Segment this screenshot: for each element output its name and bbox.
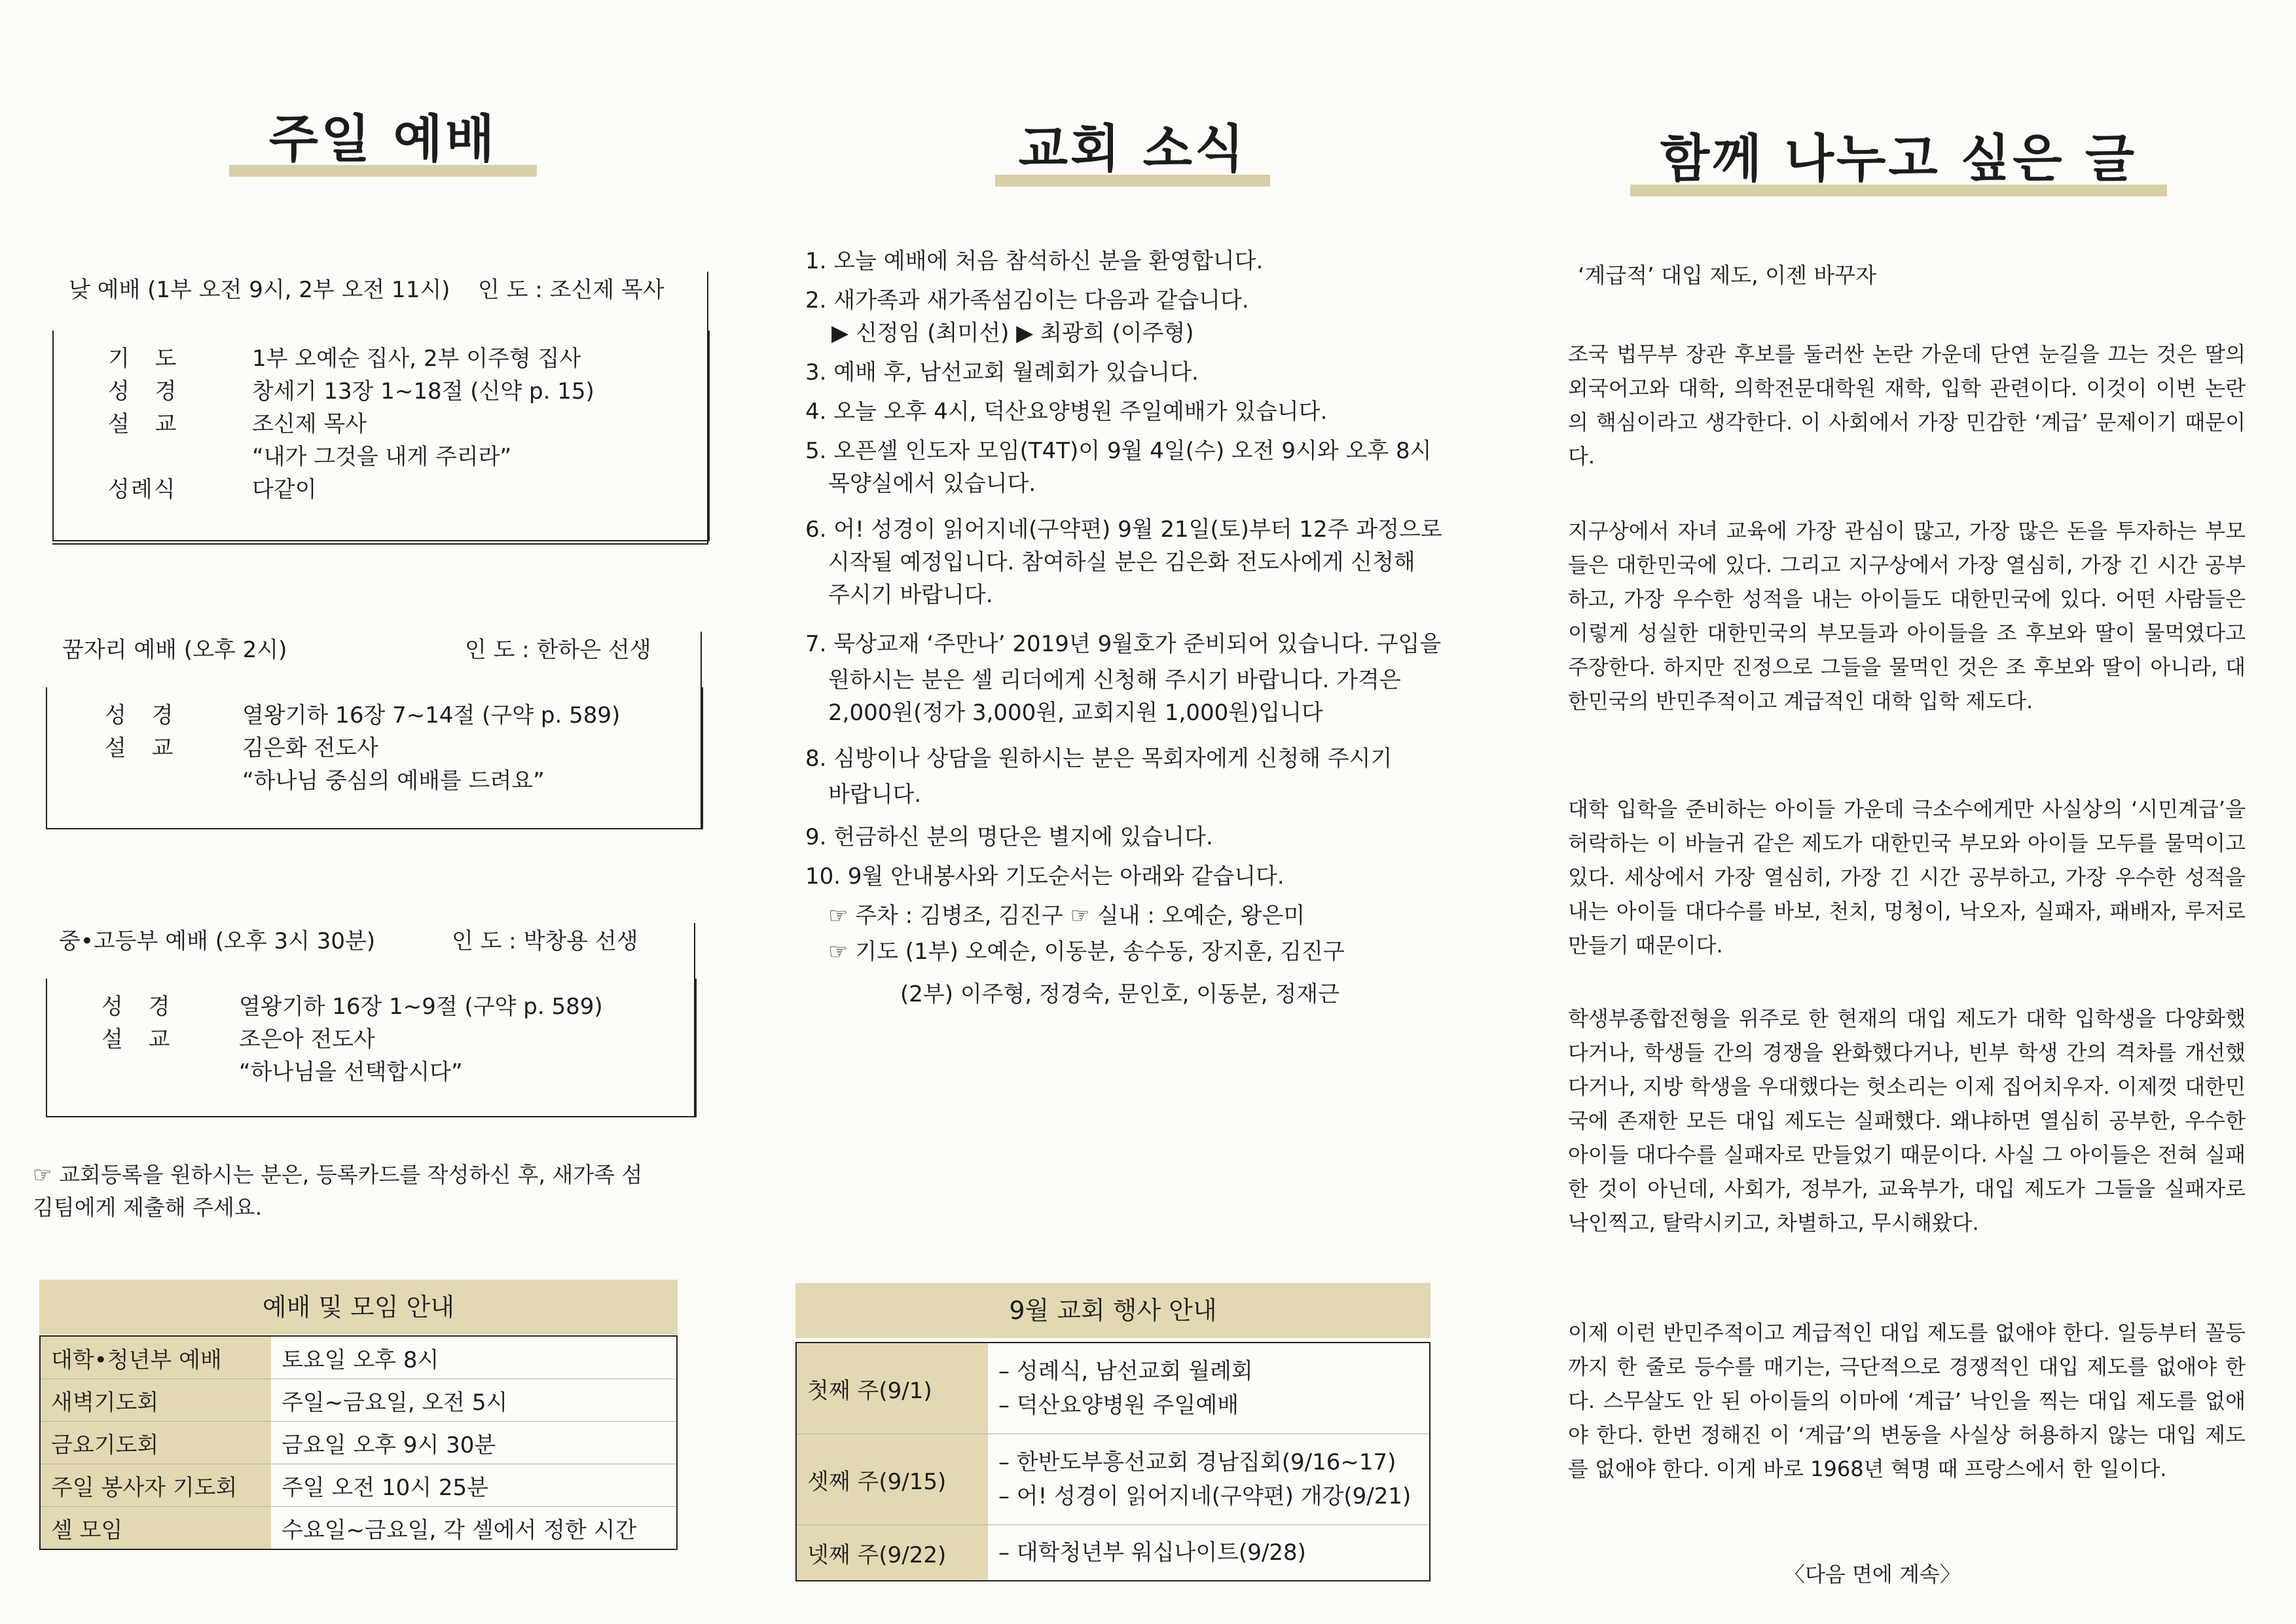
row-key: 설 교: [105, 735, 183, 761]
guide-label: 금요기도회: [40, 1422, 271, 1464]
event-week: 첫째 주(9/1): [796, 1343, 988, 1434]
guide-label: 새벽기도회: [40, 1379, 271, 1422]
service-name: 꿈자리 예배 (오후 2시): [62, 637, 287, 663]
news-item: ☞ 주차 : 김병조, 김진구 ☞ 실내 : 오예순, 왕은미: [828, 903, 1305, 929]
guide-row: [40, 1507, 677, 1550]
title-text: 교회 소식: [1018, 120, 1247, 179]
news-item: 바랍니다.: [828, 782, 922, 808]
article-paragraph: 조국 법무부 장관 후보를 둘러싼 논란 가운데 단연 눈길을 끄는 것은 딸의 외국어고와 대학, 의학전문대학원 재학, 입학 관련이다. 이것이 이번 논란의 핵심이라고 생각한다. 이 사회에서 가장 민감한 ‘계급’ 문제이기 때문이다.: [1568, 342, 2246, 469]
row-key: 성 경: [105, 702, 183, 729]
article-paragraph: 이제 이런 반민주적이고 계급적인 대입 제도를 없애야 한다. 일등부터 꼴등까지 한 줄로 등수를 매기는, 극단적으로 경쟁적인 대입 제도를 없애야 한다. 스무살도 안 된 아이들의 이마에 ‘계급’ 낙인을 찍는 대입 제도를 없애야 한다. 한번 정해진 이 ‘계급’의 변동을 사실상 허용하지 않는 대입 제도를 없애야 한다. 이게 바로 1968년 혁명 때 프랑스에서 한 일이다.: [1568, 1320, 2246, 1481]
row-key: 성 경: [101, 994, 179, 1020]
guide-row: [40, 1379, 677, 1422]
news-item: 4. 오늘 오후 4시, 덕산요양병원 주일예배가 있습니다.: [805, 399, 1328, 425]
row-value: 김은화 전도사: [242, 735, 378, 761]
news-item: 시작될 예정입니다. 참여하실 분은 김은화 전도사에게 신청해: [828, 549, 1415, 575]
service-leader: 인 도 : 조신제 목사: [478, 277, 665, 303]
service-name: 중•고등부 예배 (오후 3시 30분): [59, 928, 376, 954]
column-shared-writing: [1545, 0, 2246, 1624]
title-text: 주일 예배: [268, 110, 498, 169]
service-leader: 인 도 : 박창용 선생: [452, 928, 638, 954]
guide-label: 셀 모임: [40, 1507, 271, 1550]
news-item: 8. 심방이나 상담을 원하시는 분은 목회자에게 신청해 주시기: [805, 746, 1393, 772]
continued-note: 〈다음 면에 계속〉: [1784, 1562, 1961, 1587]
article-paragraph: 학생부종합전형을 위주로 한 현재의 대입 제도가 대학 입학생을 다양화했다거나, 학생들 간의 경쟁을 완화했다거나, 빈부 학생 간의 격차를 개선했다거나, 지방 학생을 우대했다는 헛소리는 이제 집어치우자. 이제껏 대한민국에 존재한 모든 대입 제도는 실패했다. 왜냐하면 열심히 공부한, 우수한 아이들 대다수를 실패자로 만들었기 때문이다. 사실 그 아이들은 전혀 실패한 것이 아닌데, 사회가, 정부가, 교육부가, 대입 제도가 그들을 실패자로 낙인찍고, 탈락시키고, 차별하고, 무시해왔다.: [1568, 1006, 2246, 1235]
news-item: 2,000원(정가 3,000원, 교회지원 1,000원)입니다: [828, 700, 1323, 726]
guide-label: 주일 봉사자 기도회: [40, 1464, 271, 1507]
row-key: 성 경: [108, 378, 186, 405]
event-row: [796, 1434, 1430, 1525]
events-table-title: 9월 교회 행사 안내: [795, 1283, 1430, 1338]
guide-row: [40, 1336, 677, 1379]
september-events-table: [795, 1342, 1430, 1581]
news-item: 주시기 바랍니다.: [828, 582, 993, 608]
guide-table-title: 예배 및 모임 안내: [39, 1280, 678, 1335]
news-item: 10. 9월 안내봉사와 기도순서는 아래와 같습니다.: [805, 863, 1285, 890]
news-item: 9. 헌금하신 분의 명단은 별지에 있습니다.: [805, 824, 1213, 850]
row-value: “하나님을 선택합시다”: [239, 1059, 463, 1085]
row-key: 설 교: [108, 411, 186, 437]
event-items: [988, 1434, 1430, 1525]
row-value: 1부 오예순 집사, 2부 이주형 집사: [252, 346, 581, 372]
guide-value: 금요일 오후 9시 30분: [271, 1422, 677, 1464]
row-value: 창세기 13장 1~18절 (신약 p. 15): [252, 378, 594, 405]
news-item: 3. 예배 후, 남선교회 월례회가 있습니다.: [805, 359, 1199, 386]
guide-row: [40, 1422, 677, 1464]
section-title-shared-writing: [1630, 118, 2167, 191]
row-value: 다같이: [252, 477, 317, 503]
row-key: 기 도: [108, 346, 186, 372]
event-item: – 대학청년부 워십나이트(9/28): [998, 1540, 1306, 1566]
section-title-church-news: [995, 108, 1270, 181]
article-paragraph: 지구상에서 자녀 교육에 가장 관심이 많고, 가장 많은 돈을 투자하는 부모들은 대한민국에 있다. 그리고 지구상에서 가장 열심히, 가장 긴 시간 공부하고, 가장 우수한 성적을 내는 아이들도 대한민국에 있다. 어떤 사람들은 이렇게 성실한 대한민국의 부모들과 아이들을 조 후보와 딸이 물먹였다고 주장한다. 하지만 진정으로 그들을 물먹인 것은 조 후보와 딸이 아니라, 대한민국의 반민주적이고 계급적인 대학 입학 제도다.: [1568, 518, 2246, 713]
guide-value: 주일 오전 10시 25분: [271, 1464, 677, 1507]
guide-value: 토요일 오후 8시: [271, 1336, 677, 1379]
section-title-sunday-worship: [229, 98, 537, 171]
service-name: 낮 예배 (1부 오전 9시, 2부 오전 11시): [69, 277, 450, 303]
event-row: [796, 1343, 1430, 1434]
event-item: – 어! 성경이 읽어지네(구약편) 개강(9/21): [998, 1483, 1412, 1509]
row-value: 조신제 목사: [252, 411, 367, 437]
event-item: – 덕산요양병원 주일예배: [998, 1392, 1239, 1418]
event-items: [988, 1525, 1430, 1581]
news-item: 원하시는 분은 셀 리더에게 신청해 주시기 바랍니다. 가격은: [828, 667, 1401, 693]
event-row: [796, 1525, 1430, 1581]
title-text: 함께 나누고 싶은 글: [1660, 130, 2138, 189]
register-note: ☞ 교회등록을 원하시는 분은, 등록카드를 작성하신 후, 새가족 섬김팀에게 제출해 주세요.: [33, 1162, 643, 1220]
news-item: ☞ 기도 (1부) 오예순, 이동분, 송수동, 장지훈, 김진구: [828, 939, 1345, 965]
column-sunday-worship: [33, 0, 687, 1624]
row-value: 조은아 전도사: [239, 1026, 375, 1053]
guide-label: 대학•청년부 예배: [40, 1336, 271, 1379]
row-value: 열왕기하 16장 7~14절 (구약 p. 589): [242, 702, 621, 729]
worship-guide-table: [39, 1335, 678, 1550]
guide-value: 주일~금요일, 오전 5시: [271, 1379, 677, 1422]
news-item: 목양실에서 있습니다.: [828, 471, 1036, 497]
row-value: 열왕기하 16장 1~9절 (구약 p. 589): [239, 994, 603, 1020]
row-value: “내가 그것을 내게 주리라”: [252, 444, 512, 470]
event-items: [988, 1343, 1430, 1434]
column-church-news: [786, 0, 1460, 1624]
article-subtitle: ‘계급적’ 대입 제도, 이젠 바꾸자: [1578, 262, 1876, 288]
event-item: – 한반도부흥선교회 경남집회(9/16~17): [998, 1449, 1396, 1475]
news-item: 7. 묵상교재 ‘주만나’ 2019년 9월호가 준비되어 있습니다. 구입을: [805, 631, 1442, 657]
event-week: 넷째 주(9/22): [796, 1525, 988, 1581]
article-paragraph: 대학 입학을 준비하는 아이들 가운데 극소수에게만 사실상의 ‘시민계급’을 허락하는 이 바늘귀 같은 제도가 대한민국 부모와 아이들 모두를 물먹이고 있다. 세상에서 가장 열심히, 가장 긴 시간 공부하고, 가장 우수한 성적을 내는 아이들 대다수를 바보, 천치, 멍청이, 낙오자, 실패자, 패배자, 루저로 만들기 때문이다.: [1568, 797, 2246, 958]
event-item: – 성례식, 남선교회 월례회: [998, 1358, 1253, 1384]
row-key: 설 교: [101, 1026, 179, 1053]
guide-value: 수요일~금요일, 각 셀에서 정한 시간: [271, 1507, 677, 1550]
row-key: 성례식: [108, 477, 177, 503]
news-item: 2. 새가족과 새가족섬김이는 다음과 같습니다.: [805, 287, 1249, 314]
news-item: 1. 오늘 예배에 처음 참석하신 분을 환영합니다.: [805, 248, 1264, 274]
service-leader: 인 도 : 한하은 선생: [465, 637, 651, 663]
news-item: 6. 어! 성경이 읽어지네(구약편) 9월 21일(토)부터 12주 과정으로: [805, 516, 1442, 543]
event-week: 셋째 주(9/15): [796, 1434, 988, 1525]
row-value: “하나님 중심의 예배를 드려요”: [242, 768, 545, 794]
news-item: 5. 오픈셀 인도자 모임(T4T)이 9월 4일(수) 오전 9시와 오후 8시: [805, 438, 1432, 464]
guide-row: [40, 1464, 677, 1507]
news-item: (2부) 이주형, 정경숙, 문인호, 이동분, 정재근: [900, 981, 1339, 1007]
news-item: ▶ 신정임 (최미선) ▶ 최광희 (이주형): [831, 320, 1194, 346]
